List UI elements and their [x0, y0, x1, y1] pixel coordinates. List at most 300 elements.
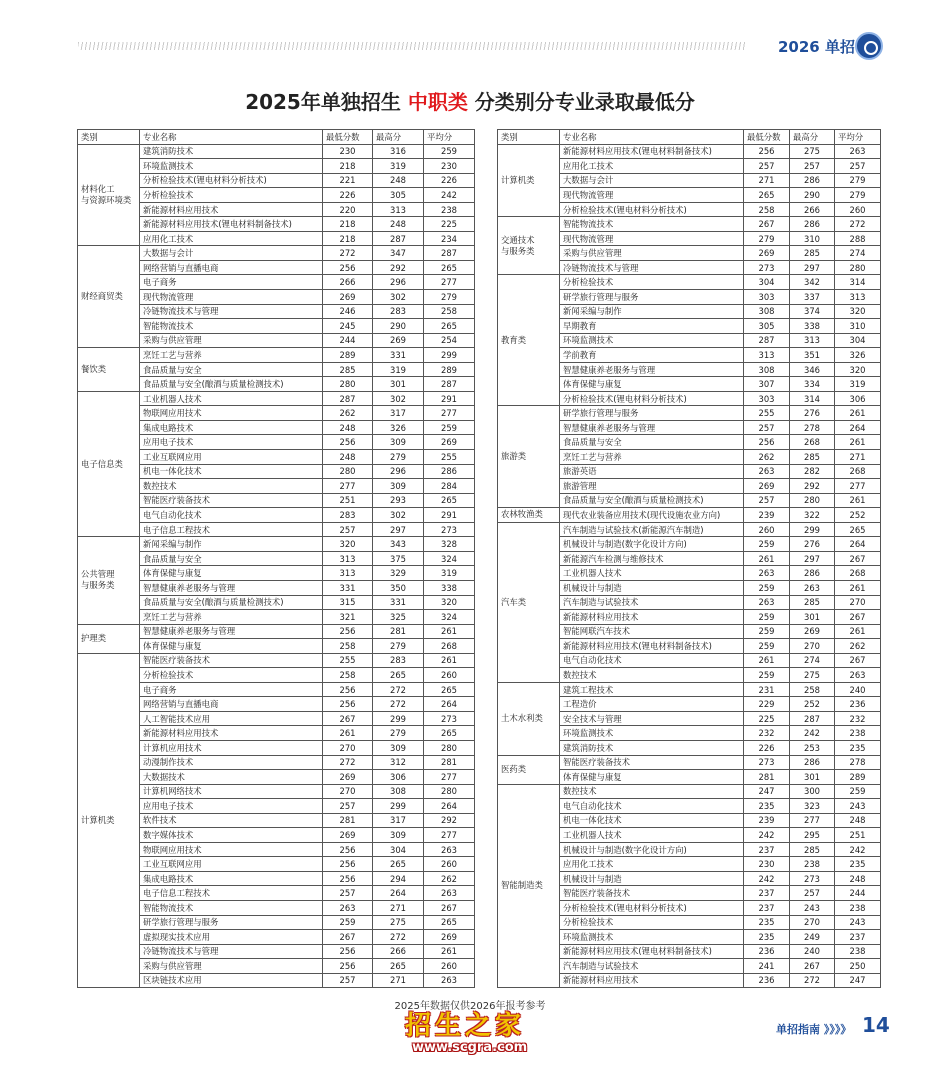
min-score-cell: 235: [744, 930, 790, 945]
category-cell: 交通技术 与服务类: [498, 217, 560, 275]
major-cell: 机械设计与制造: [560, 871, 744, 886]
table-row: [498, 682, 881, 697]
major-cell: 机电一体化技术: [140, 464, 323, 479]
min-score-cell: 287: [323, 391, 373, 406]
max-score-cell: 312: [373, 755, 424, 770]
avg-score-cell: 284: [424, 479, 475, 494]
table-row: [78, 246, 475, 261]
min-score-cell: 229: [744, 697, 790, 712]
major-cell: 智能医疗装备技术: [140, 653, 323, 668]
max-score-cell: 302: [373, 290, 424, 305]
avg-score-cell: 261: [835, 435, 881, 450]
watermark-url: www.scgra.com: [412, 1040, 528, 1055]
min-score-cell: 285: [323, 362, 373, 377]
major-cell: 软件技术: [140, 813, 323, 828]
max-score-cell: 313: [373, 202, 424, 217]
max-score-cell: 285: [790, 595, 835, 610]
max-score-cell: 319: [373, 159, 424, 174]
avg-score-cell: 254: [424, 333, 475, 348]
major-cell: 食品质量与安全: [140, 362, 323, 377]
major-cell: 应用电子技术: [140, 435, 323, 450]
major-cell: 体育保健与康复: [560, 377, 744, 392]
avg-score-cell: 264: [424, 697, 475, 712]
max-score-cell: 272: [373, 697, 424, 712]
major-cell: 采购与供应管理: [140, 333, 323, 348]
max-score-cell: 267: [790, 959, 835, 974]
major-cell: 烹饪工艺与营养: [560, 450, 744, 465]
avg-score-cell: 237: [835, 930, 881, 945]
avg-score-cell: 299: [424, 348, 475, 363]
avg-score-cell: 281: [424, 755, 475, 770]
min-score-cell: 280: [323, 464, 373, 479]
table-row: [498, 522, 881, 537]
avg-score-cell: 265: [424, 319, 475, 334]
avg-score-cell: 261: [424, 624, 475, 639]
max-score-cell: 323: [790, 799, 835, 814]
avg-score-cell: 235: [835, 740, 881, 755]
min-score-cell: 218: [323, 231, 373, 246]
major-cell: 新能源材料应用技术: [560, 610, 744, 625]
major-cell: 人工智能技术应用: [140, 711, 323, 726]
min-score-cell: 248: [323, 450, 373, 465]
min-score-cell: 266: [323, 275, 373, 290]
max-score-cell: 287: [373, 231, 424, 246]
max-score-cell: 293: [373, 493, 424, 508]
min-score-cell: 257: [323, 886, 373, 901]
avg-score-cell: 261: [835, 624, 881, 639]
min-score-cell: 307: [744, 377, 790, 392]
major-cell: 智慧健康养老服务与管理: [560, 362, 744, 377]
major-cell: 物联网应用技术: [140, 842, 323, 857]
min-score-cell: 259: [744, 610, 790, 625]
major-cell: 计算机网络技术: [140, 784, 323, 799]
major-cell: 物联网应用技术: [140, 406, 323, 421]
min-score-cell: 255: [744, 406, 790, 421]
avg-score-cell: 319: [835, 377, 881, 392]
min-score-cell: 225: [744, 711, 790, 726]
avg-score-cell: 257: [835, 159, 881, 174]
min-score-cell: 279: [744, 231, 790, 246]
major-cell: 新能源材料应用技术: [560, 973, 744, 988]
avg-score-cell: 265: [424, 682, 475, 697]
max-score-cell: 374: [790, 304, 835, 319]
table-row: [78, 348, 475, 363]
avg-score-cell: 278: [835, 755, 881, 770]
avg-score-cell: 267: [835, 551, 881, 566]
max-score-cell: 302: [373, 391, 424, 406]
min-score-cell: 256: [323, 435, 373, 450]
max-score-cell: 271: [373, 973, 424, 988]
min-score-cell: 239: [744, 508, 790, 523]
major-cell: 工业机器人技术: [560, 566, 744, 581]
max-score-cell: 305: [373, 188, 424, 203]
avg-score-cell: 260: [424, 959, 475, 974]
avg-score-cell: 306: [835, 391, 881, 406]
avg-score-cell: 248: [835, 871, 881, 886]
min-score-cell: 277: [323, 479, 373, 494]
min-score-cell: 248: [323, 420, 373, 435]
major-cell: 分析检验技术: [140, 668, 323, 683]
major-cell: 机械设计与制造(数字化设计方向): [560, 842, 744, 857]
max-score-cell: 297: [790, 260, 835, 275]
min-score-cell: 263: [744, 595, 790, 610]
min-score-cell: 256: [323, 697, 373, 712]
min-score-cell: 218: [323, 217, 373, 232]
avg-score-cell: 247: [835, 973, 881, 988]
major-cell: 采购与供应管理: [140, 959, 323, 974]
avg-score-cell: 258: [424, 304, 475, 319]
max-score-cell: 277: [790, 813, 835, 828]
max-score-cell: 242: [790, 726, 835, 741]
max-score-cell: 292: [790, 479, 835, 494]
min-score-cell: 313: [323, 566, 373, 581]
major-cell: 体育保健与康复: [560, 770, 744, 785]
min-score-cell: 261: [323, 726, 373, 741]
min-score-cell: 257: [744, 159, 790, 174]
major-cell: 新闻采编与制作: [560, 304, 744, 319]
major-cell: 分析检验技术: [140, 188, 323, 203]
max-score-cell: 296: [373, 275, 424, 290]
max-score-cell: 282: [790, 464, 835, 479]
table-row: [498, 217, 881, 232]
min-score-cell: 259: [744, 624, 790, 639]
major-cell: 旅游管理: [560, 479, 744, 494]
min-score-cell: 258: [323, 639, 373, 654]
major-cell: 应用电子技术: [140, 799, 323, 814]
table-row: [78, 391, 475, 406]
min-score-cell: 305: [744, 319, 790, 334]
avg-score-cell: 235: [835, 857, 881, 872]
max-score-cell: 292: [373, 260, 424, 275]
major-cell: 分析检验技术(锂电材料分析技术): [140, 173, 323, 188]
avg-score-cell: 259: [424, 420, 475, 435]
max-score-cell: 278: [790, 420, 835, 435]
page-title: 2025年单独招生 中职类 分类别分专业录取最低分: [245, 90, 695, 114]
max-score-cell: 268: [790, 435, 835, 450]
table-row: [498, 508, 881, 523]
min-score-cell: 257: [323, 973, 373, 988]
min-score-cell: 236: [744, 944, 790, 959]
max-score-cell: 286: [790, 755, 835, 770]
category-cell: 护理类: [78, 624, 140, 653]
table-row: [498, 755, 881, 770]
max-score-cell: 285: [790, 450, 835, 465]
major-cell: 数控技术: [560, 668, 744, 683]
min-score-cell: 269: [744, 246, 790, 261]
max-score-cell: 263: [790, 580, 835, 595]
avg-score-cell: 280: [424, 784, 475, 799]
min-score-cell: 257: [323, 799, 373, 814]
major-cell: 电子商务: [140, 275, 323, 290]
min-score-cell: 263: [744, 566, 790, 581]
category-cell: 土木水利类: [498, 682, 560, 755]
min-score-cell: 321: [323, 610, 373, 625]
min-score-cell: 237: [744, 842, 790, 857]
max-score-cell: 287: [790, 711, 835, 726]
avg-score-cell: 279: [835, 188, 881, 203]
category-cell: 教育类: [498, 275, 560, 406]
avg-score-cell: 236: [835, 697, 881, 712]
max-score-cell: 295: [790, 828, 835, 843]
max-score-cell: 248: [373, 173, 424, 188]
max-score-cell: 285: [790, 246, 835, 261]
avg-score-cell: 262: [424, 871, 475, 886]
avg-score-cell: 265: [424, 260, 475, 275]
major-cell: 现代物流管理: [560, 188, 744, 203]
avg-score-cell: 274: [835, 246, 881, 261]
category-cell: 公共管理 与服务类: [78, 537, 140, 624]
avg-score-cell: 255: [424, 450, 475, 465]
footer-note: 2025年数据仅供2026年报考参考: [394, 1001, 546, 1012]
min-score-cell: 280: [323, 377, 373, 392]
min-score-cell: 267: [323, 930, 373, 945]
major-cell: 研学旅行管理与服务: [560, 406, 744, 421]
max-score-cell: 319: [373, 362, 424, 377]
min-score-cell: 226: [323, 188, 373, 203]
min-score-cell: 257: [323, 522, 373, 537]
avg-score-cell: 262: [835, 639, 881, 654]
max-score-cell: 301: [790, 770, 835, 785]
major-cell: 环境监测技术: [560, 726, 744, 741]
max-score-cell: 346: [790, 362, 835, 377]
max-score-cell: 279: [373, 450, 424, 465]
avg-score-cell: 248: [835, 813, 881, 828]
major-cell: 智能医疗装备技术: [560, 886, 744, 901]
min-score-cell: 237: [744, 886, 790, 901]
avg-score-cell: 265: [424, 915, 475, 930]
major-cell: 食品质量与安全: [560, 435, 744, 450]
col-header-major: 专业名称: [560, 130, 744, 145]
max-score-cell: 296: [373, 464, 424, 479]
avg-score-cell: 259: [835, 784, 881, 799]
major-cell: 区块链技术应用: [140, 973, 323, 988]
major-cell: 网络营销与直播电商: [140, 697, 323, 712]
min-score-cell: 260: [744, 522, 790, 537]
table-row: [78, 653, 475, 668]
min-score-cell: 245: [323, 319, 373, 334]
min-score-cell: 263: [323, 900, 373, 915]
max-score-cell: 257: [790, 886, 835, 901]
major-cell: 食品质量与安全(酿酒与质量检测技术): [140, 595, 323, 610]
min-score-cell: 251: [323, 493, 373, 508]
max-score-cell: 325: [373, 610, 424, 625]
max-score-cell: 343: [373, 537, 424, 552]
avg-score-cell: 263: [424, 886, 475, 901]
avg-score-cell: 269: [424, 930, 475, 945]
min-score-cell: 272: [323, 246, 373, 261]
min-score-cell: 242: [744, 828, 790, 843]
col-header-category: 类别: [78, 130, 140, 145]
major-cell: 环境监测技术: [560, 333, 744, 348]
avg-score-cell: 288: [835, 231, 881, 246]
major-cell: 虚拟现实技术应用: [140, 930, 323, 945]
min-score-cell: 315: [323, 595, 373, 610]
avg-score-cell: 324: [424, 610, 475, 625]
max-score-cell: 265: [373, 668, 424, 683]
major-cell: 集成电路技术: [140, 420, 323, 435]
min-score-cell: 259: [744, 580, 790, 595]
min-score-cell: 289: [323, 348, 373, 363]
major-cell: 新能源材料应用技术: [140, 726, 323, 741]
avg-score-cell: 240: [835, 682, 881, 697]
avg-score-cell: 238: [424, 202, 475, 217]
major-cell: 数控技术: [560, 784, 744, 799]
max-score-cell: 283: [373, 653, 424, 668]
max-score-cell: 283: [373, 304, 424, 319]
avg-score-cell: 268: [835, 464, 881, 479]
min-score-cell: 259: [744, 668, 790, 683]
avg-score-cell: 242: [424, 188, 475, 203]
min-score-cell: 256: [744, 435, 790, 450]
major-cell: 智能医疗装备技术: [560, 755, 744, 770]
avg-score-cell: 261: [835, 580, 881, 595]
col-header-max: 最高分: [790, 130, 835, 145]
min-score-cell: 308: [744, 362, 790, 377]
max-score-cell: 300: [790, 784, 835, 799]
max-score-cell: 304: [373, 842, 424, 857]
min-score-cell: 256: [323, 871, 373, 886]
category-cell: 电子信息类: [78, 391, 140, 536]
avg-score-cell: 287: [424, 246, 475, 261]
table-row: [498, 275, 881, 290]
max-score-cell: 274: [790, 653, 835, 668]
avg-score-cell: 277: [424, 770, 475, 785]
major-cell: 数控技术: [140, 479, 323, 494]
avg-score-cell: 280: [835, 260, 881, 275]
avg-score-cell: 263: [835, 668, 881, 683]
major-cell: 智能物流技术: [140, 900, 323, 915]
max-score-cell: 351: [790, 348, 835, 363]
major-cell: 烹饪工艺与营养: [140, 610, 323, 625]
min-score-cell: 256: [323, 260, 373, 275]
max-score-cell: 275: [373, 915, 424, 930]
avg-score-cell: 261: [835, 406, 881, 421]
right-score-table: [497, 129, 881, 988]
max-score-cell: 310: [790, 231, 835, 246]
max-score-cell: 309: [373, 740, 424, 755]
major-cell: 智能网联汽车技术: [560, 624, 744, 639]
table-row: [498, 406, 881, 421]
avg-score-cell: 320: [835, 362, 881, 377]
major-cell: 电气自动化技术: [560, 799, 744, 814]
max-score-cell: 375: [373, 551, 424, 566]
major-cell: 新能源材料应用技术(锂电材料制备技术): [140, 217, 323, 232]
min-score-cell: 247: [744, 784, 790, 799]
max-score-cell: 337: [790, 290, 835, 305]
min-score-cell: 303: [744, 290, 790, 305]
major-cell: 智能医疗装备技术: [140, 493, 323, 508]
major-cell: 分析检验技术: [560, 275, 744, 290]
min-score-cell: 331: [323, 580, 373, 595]
avg-score-cell: 291: [424, 508, 475, 523]
major-cell: 大数据与会计: [560, 173, 744, 188]
major-cell: 动漫制作技术: [140, 755, 323, 770]
max-score-cell: 286: [790, 217, 835, 232]
max-score-cell: 317: [373, 406, 424, 421]
col-header-major: 专业名称: [140, 130, 323, 145]
major-cell: 智慧健康养老服务与管理: [560, 420, 744, 435]
major-cell: 早期教育: [560, 319, 744, 334]
major-cell: 现代农业装备应用技术(现代设施农业方向): [560, 508, 744, 523]
footer-guide: 单招指南 》》》》: [776, 1023, 852, 1036]
avg-score-cell: 271: [835, 450, 881, 465]
avg-score-cell: 287: [424, 377, 475, 392]
avg-score-cell: 264: [424, 799, 475, 814]
max-score-cell: 273: [790, 871, 835, 886]
min-score-cell: 256: [323, 959, 373, 974]
major-cell: 分析检验技术: [560, 915, 744, 930]
max-score-cell: 342: [790, 275, 835, 290]
max-score-cell: 266: [373, 944, 424, 959]
min-score-cell: 269: [323, 290, 373, 305]
min-score-cell: 267: [323, 711, 373, 726]
min-score-cell: 235: [744, 799, 790, 814]
header-brand: 2026 单招: [778, 38, 855, 56]
min-score-cell: 255: [323, 653, 373, 668]
min-score-cell: 231: [744, 682, 790, 697]
avg-score-cell: 319: [424, 566, 475, 581]
avg-score-cell: 263: [835, 144, 881, 159]
max-score-cell: 334: [790, 377, 835, 392]
major-cell: 冷链物流技术与管理: [140, 304, 323, 319]
max-score-cell: 299: [790, 522, 835, 537]
major-cell: 环境监测技术: [560, 930, 744, 945]
avg-score-cell: 268: [835, 566, 881, 581]
major-cell: 建筑消防技术: [140, 144, 323, 159]
max-score-cell: 276: [790, 537, 835, 552]
avg-score-cell: 277: [424, 406, 475, 421]
col-header-max: 最高分: [373, 130, 424, 145]
avg-score-cell: 242: [835, 842, 881, 857]
major-cell: 汽车制造与试验技术: [560, 595, 744, 610]
max-score-cell: 265: [373, 959, 424, 974]
min-score-cell: 269: [744, 479, 790, 494]
major-cell: 数字媒体技术: [140, 828, 323, 843]
header-hatch-line: [78, 42, 746, 50]
category-cell: 医药类: [498, 755, 560, 784]
max-score-cell: 258: [790, 682, 835, 697]
min-score-cell: 261: [744, 551, 790, 566]
max-score-cell: 329: [373, 566, 424, 581]
major-cell: 现代物流管理: [140, 290, 323, 305]
major-cell: 电气自动化技术: [140, 508, 323, 523]
avg-score-cell: 260: [424, 668, 475, 683]
avg-score-cell: 261: [424, 653, 475, 668]
max-score-cell: 252: [790, 697, 835, 712]
avg-score-cell: 268: [424, 639, 475, 654]
max-score-cell: 306: [373, 770, 424, 785]
max-score-cell: 309: [373, 435, 424, 450]
max-score-cell: 270: [790, 639, 835, 654]
max-score-cell: 338: [790, 319, 835, 334]
major-cell: 应用化工技术: [560, 857, 744, 872]
avg-score-cell: 234: [424, 231, 475, 246]
min-score-cell: 272: [323, 755, 373, 770]
avg-score-cell: 259: [424, 144, 475, 159]
min-score-cell: 259: [744, 537, 790, 552]
min-score-cell: 226: [744, 740, 790, 755]
avg-score-cell: 261: [835, 493, 881, 508]
avg-score-cell: 279: [424, 290, 475, 305]
major-cell: 体育保健与康复: [140, 639, 323, 654]
max-score-cell: 249: [790, 930, 835, 945]
category-cell: 财经商贸类: [78, 246, 140, 348]
min-score-cell: 267: [744, 217, 790, 232]
avg-score-cell: 273: [424, 711, 475, 726]
min-score-cell: 313: [744, 348, 790, 363]
min-score-cell: 256: [323, 944, 373, 959]
min-score-cell: 283: [323, 508, 373, 523]
